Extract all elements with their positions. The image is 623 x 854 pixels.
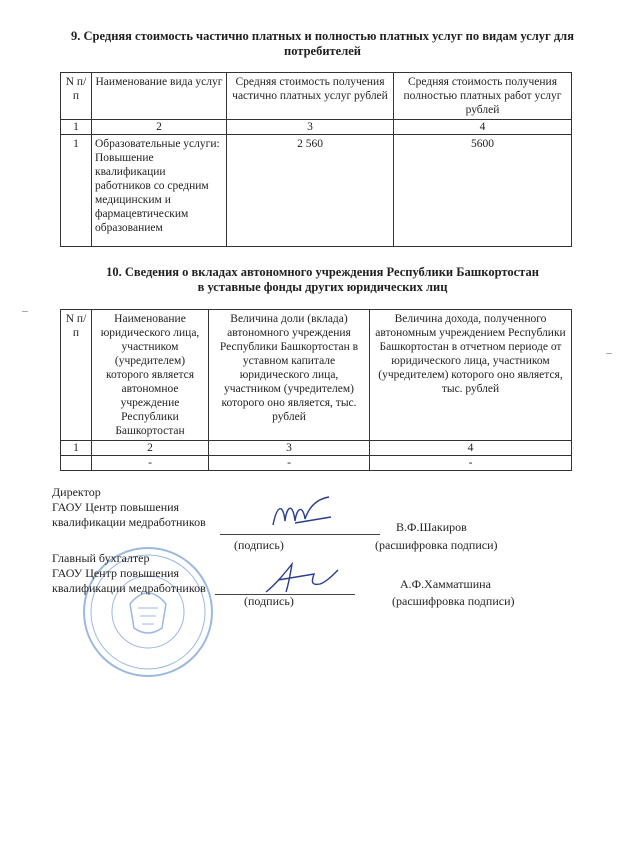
table-cell: 4 — [394, 120, 572, 135]
table-cell: - — [370, 456, 572, 471]
table-cell: - — [209, 456, 370, 471]
scan-mark — [22, 311, 28, 312]
table-cell: 1 — [61, 120, 92, 135]
table-cell: 3 — [227, 120, 394, 135]
table-cell: Образовательные услуги: Повышение квалификации работников со средним медицинским и фармацевтическим образованием — [92, 135, 227, 247]
table-cell — [61, 456, 92, 471]
org-line2: квалификации медработников — [52, 515, 206, 529]
director-decode-caption: (расшифровка подписи) — [375, 538, 498, 552]
section10-title — [40, 265, 605, 295]
section9-title-line2: потребителей — [284, 44, 361, 58]
header-cell: Наименование юридического лица, участником (учредителем) которого является автономное учреждение Республики Башкортостан — [92, 310, 209, 441]
director-sign-caption: (подпись) — [234, 538, 284, 552]
director-signature — [265, 495, 335, 535]
header-cell: N п/п — [61, 73, 92, 120]
director-title: Директор — [52, 485, 101, 499]
scan-mark — [606, 353, 612, 354]
section9-table — [60, 72, 572, 247]
accountant-name: А.Ф.Хамматшина — [400, 577, 491, 591]
header-cell: Величина доли (вклада) автономного учреждения Республики Башкортостан в уставном капитале юридического лица, участником (учредителем) которого оно является, тыс. рублей — [209, 310, 370, 441]
table-cell: 1 — [61, 441, 92, 456]
section10-table — [60, 309, 572, 471]
table-header-row — [61, 310, 572, 441]
table-cell: 2 560 — [227, 135, 394, 247]
header-cell: Величина дохода, полученного автономным учреждением Республики Башкортостан в отчетном периоде от юридического лица, участником (учредителем) которого оно является, тыс. рублей — [370, 310, 572, 441]
table-cell: - — [92, 456, 209, 471]
director-signature-line — [220, 534, 380, 535]
table-cell: 3 — [209, 441, 370, 456]
table-number-row — [61, 120, 572, 135]
header-cell: N п/п — [61, 310, 92, 441]
table-cell: 4 — [370, 441, 572, 456]
table-cell: 5600 — [394, 135, 572, 247]
accountant-title: Главный бухгалтер — [52, 551, 150, 565]
table-row — [61, 135, 572, 247]
director-name: В.Ф.Шакиров — [396, 520, 467, 534]
accountant-decode-caption: (расшифровка подписи) — [392, 594, 515, 608]
org-line1: ГАОУ Центр повышения — [52, 500, 180, 514]
accountant-org-line2: квалификации медработников — [52, 581, 206, 595]
accountant-signature — [262, 558, 342, 598]
table-cell: 2 — [92, 441, 209, 456]
table-header-row — [61, 73, 572, 120]
header-cell: Средняя стоимость получения частично платных услуг рублей — [227, 73, 394, 120]
table-cell: 2 — [92, 120, 227, 135]
header-cell: Наименование вида услуг — [92, 73, 227, 120]
section9-title — [40, 29, 605, 59]
accountant-org-line1: ГАОУ Центр повышения — [52, 566, 180, 580]
section10-title-line2: в уставные фонды других юридических лиц — [197, 280, 448, 294]
table-number-row — [61, 441, 572, 456]
section10-title-line1: 10. Сведения о вкладах автономного учреждения Республики Башкортостан — [106, 265, 539, 279]
table-cell: 1 — [61, 135, 92, 247]
section9-title-line1: 9. Средняя стоимость частично платных и полностью платных услуг по видам услуг для — [71, 29, 574, 43]
accountant-sign-caption: (подпись) — [244, 594, 294, 608]
header-cell: Средняя стоимость получения полностью платных работ услуг рублей — [394, 73, 572, 120]
table-row — [61, 456, 572, 471]
